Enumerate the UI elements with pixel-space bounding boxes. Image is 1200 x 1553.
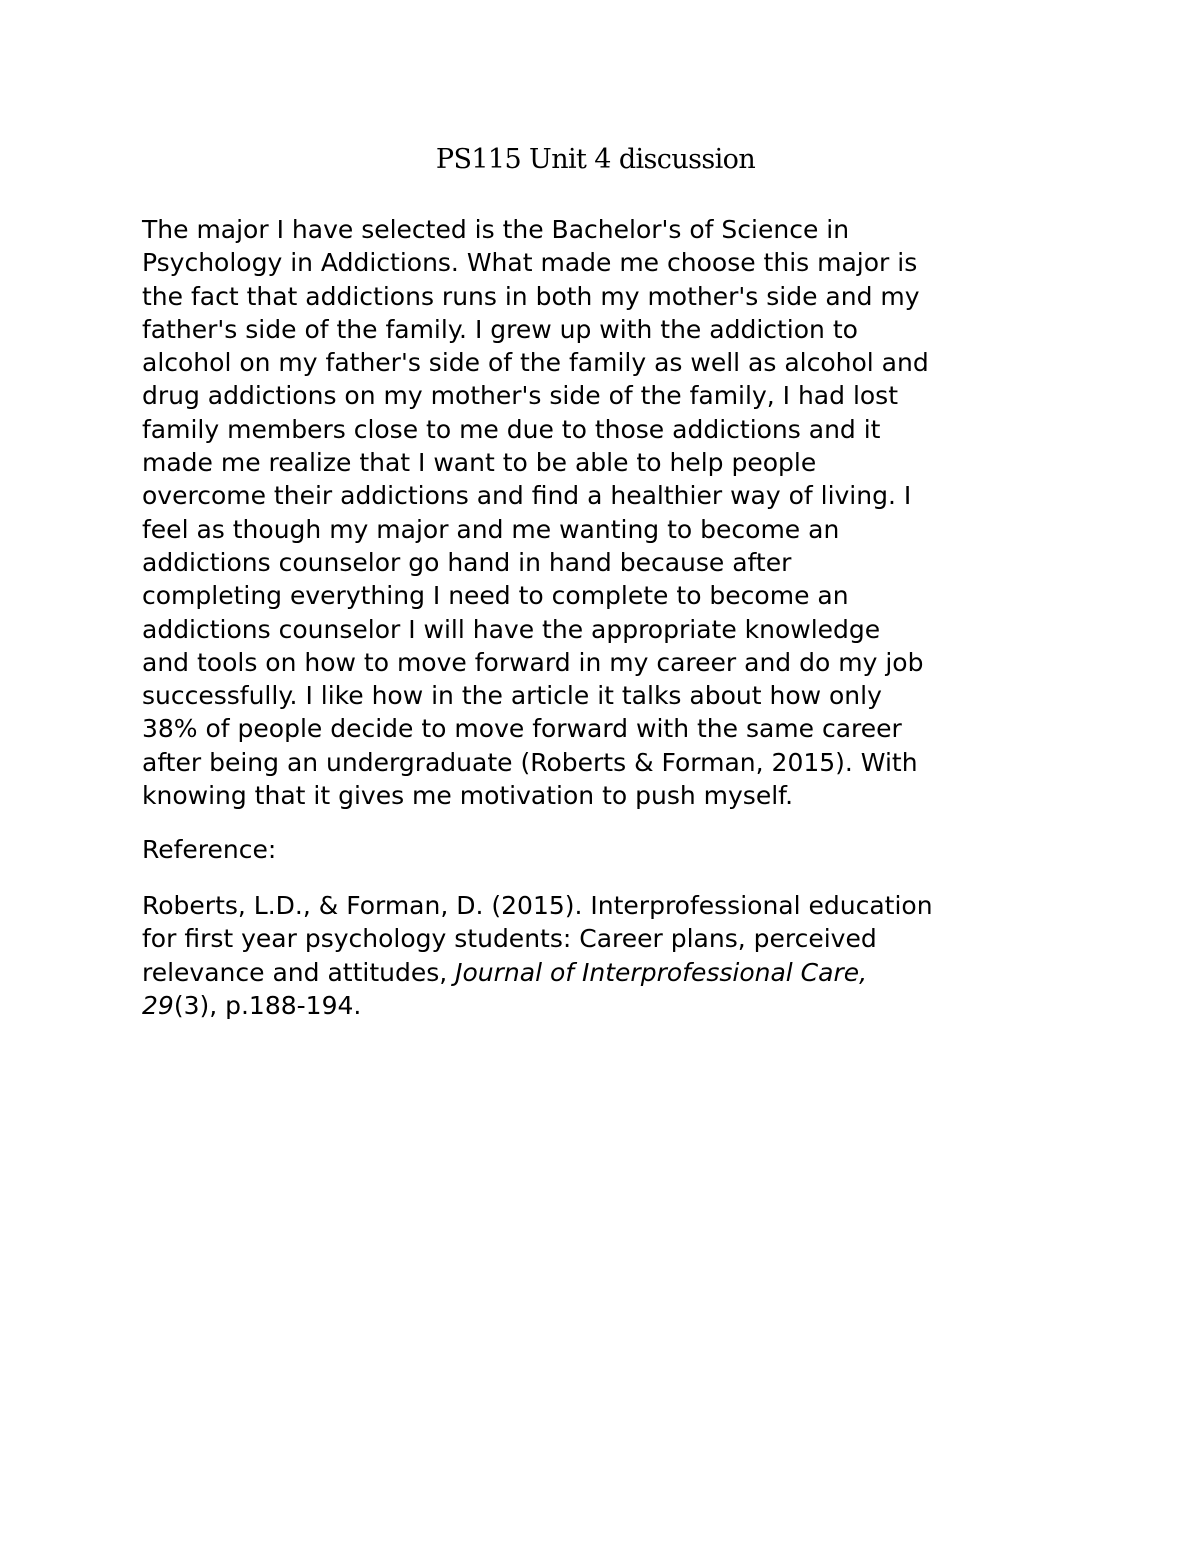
document-title: PS115 Unit 4 discussion (435, 144, 756, 175)
citation-text: relevance and attitudes, (142, 957, 456, 987)
journal-issue-pages: (3), p.188-194. (173, 990, 362, 1020)
paragraph-line: Psychology in Addictions. What made me choose this major is (142, 248, 918, 278)
citation-line: for first year psychology students: Career plans, perceived (142, 924, 877, 954)
citation-line (142, 956, 1072, 989)
paragraph-line: successfully. I like how in the article it talks about how only (142, 681, 882, 711)
paragraph-line: family members close to me due to those addictions and it (142, 414, 881, 444)
paragraph-line: addictions counselor go hand in hand because after (142, 547, 792, 577)
paragraph-line: overcome their addictions and find a healthier way of living. I (142, 481, 912, 511)
journal-volume: 29 (142, 990, 174, 1020)
paragraph-line: alcohol on my father's side of the family as well as alcohol and (142, 348, 929, 378)
body-paragraph (142, 213, 1072, 812)
paragraph-line: the fact that addictions runs in both my mother's side and my (142, 281, 920, 311)
paragraph-line: completing everything I need to complete to become an (142, 581, 849, 611)
reference-citation (142, 889, 1072, 1022)
reference-heading (142, 833, 1072, 866)
paragraph-line: 38% of people decide to move forward with the same career (142, 714, 902, 744)
paragraph-line: feel as though my major and me wanting to become an (142, 514, 840, 544)
journal-title: Journal of Interprofessional Care, (455, 957, 868, 987)
reference-label: Reference: (142, 835, 277, 864)
citation-line (142, 989, 1072, 1022)
paragraph-line: The major I have selected is the Bachelor's of Science in (142, 215, 850, 244)
paragraph-line: knowing that it gives me motivation to push myself. (142, 781, 794, 811)
paragraph-line: drug addictions on my mother's side of the family, I had lost (142, 381, 899, 411)
paragraph-line: and tools on how to move forward in my career and do my job (142, 647, 924, 677)
paragraph-line: addictions counselor I will have the appropriate knowledge (142, 614, 881, 644)
citation-line: Roberts, L.D., & Forman, D. (2015). Interprofessional education (142, 891, 933, 920)
paragraph-line: made me realize that I want to be able to help people (142, 448, 817, 478)
paragraph-line: after being an undergraduate (Roberts & Forman, 2015). With (142, 747, 918, 777)
paragraph-line: father's side of the family. I grew up with the addiction to (142, 314, 858, 344)
